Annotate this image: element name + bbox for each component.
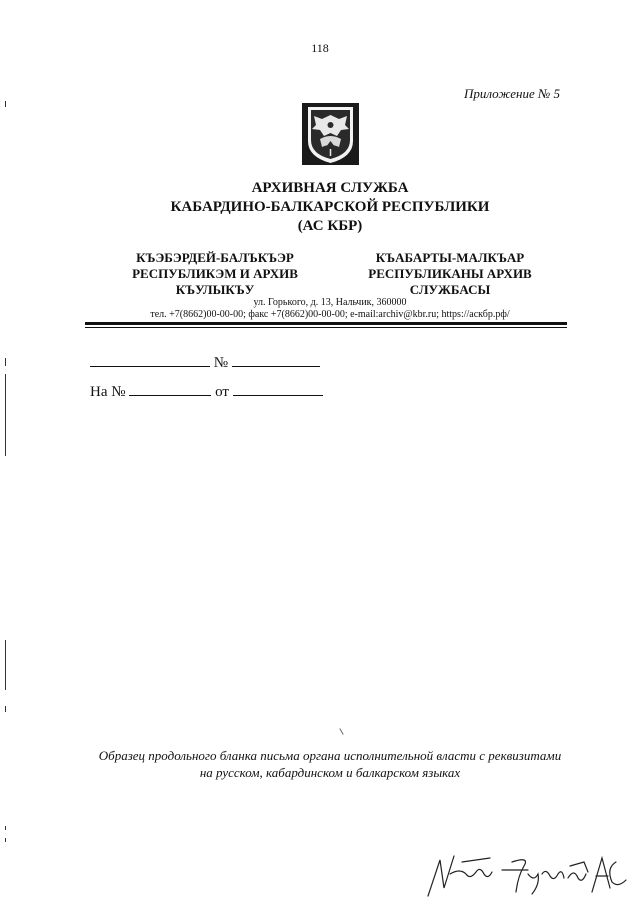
- stray-mark: [339, 728, 343, 735]
- balkar-name-line2: РЕСПУБЛИКЭМ И АРХИВ: [132, 266, 298, 281]
- outgoing-number-line: [90, 352, 320, 372]
- page-number: 118: [311, 41, 329, 55]
- margin-mark: [5, 358, 6, 366]
- kabardian-name-line3: СЛУЖБАСЫ: [409, 282, 491, 297]
- appendix-label: Приложение № 5: [463, 86, 560, 101]
- number-blank: [232, 352, 320, 367]
- balkar-name-line3: КЪУЛЫКЪУ: [175, 282, 255, 297]
- caption-line1: Образец продольного бланка письма органа исполнительной власти с реквизитами: [98, 748, 562, 763]
- document-caption: [0, 747, 640, 781]
- agency-title-line1: АРХИВНАЯ СЛУЖБА: [251, 180, 409, 196]
- margin-mark: [5, 101, 6, 107]
- postal-address: ул. Горького, д. 13, Нальчик, 360000: [253, 297, 407, 308]
- header-divider-thin: [85, 327, 567, 328]
- margin-mark: [5, 838, 6, 842]
- number-sign: №: [213, 355, 229, 371]
- margin-mark: [5, 374, 6, 456]
- handwritten-signature: [420, 848, 630, 900]
- caption-line2: на русском, кабардинском и балкарском языках: [199, 765, 461, 780]
- reply-number-blank: [129, 381, 211, 396]
- reply-to-label: На №: [90, 384, 126, 400]
- from-label: от: [215, 384, 229, 400]
- coat-of-arms-icon: [302, 103, 359, 165]
- kabardian-name-line2: РЕСПУБЛИКАНЫ АРХИВ: [368, 266, 532, 281]
- kabardian-name-line1: КЪАБАРТЫ-МАЛКЪАР: [375, 250, 525, 265]
- contact-details: тел. +7(8662)00-00-00; факс +7(8662)00-00-00; e-mail:archiv@kbr.ru; https://аскбр.рф/: [150, 309, 510, 320]
- kabardian-agency-name: [340, 250, 560, 298]
- agency-title-line2: КАБАРДИНО-БАЛКАРСКОЙ РЕСПУБЛИКИ: [170, 199, 490, 215]
- header-divider-thick: [85, 322, 567, 325]
- reply-reference-line: [90, 381, 323, 401]
- reply-date-blank: [233, 381, 323, 396]
- balkar-agency-name: [105, 250, 325, 298]
- balkar-name-line1: КЪЭБЭРДЕЙ-БАЛЪКЪЭР: [136, 250, 294, 265]
- margin-mark: [5, 706, 6, 712]
- agency-title-abbreviation: (АС КБР): [297, 218, 363, 234]
- margin-mark: [5, 640, 6, 690]
- date-blank: [90, 352, 210, 367]
- margin-mark: [5, 826, 6, 830]
